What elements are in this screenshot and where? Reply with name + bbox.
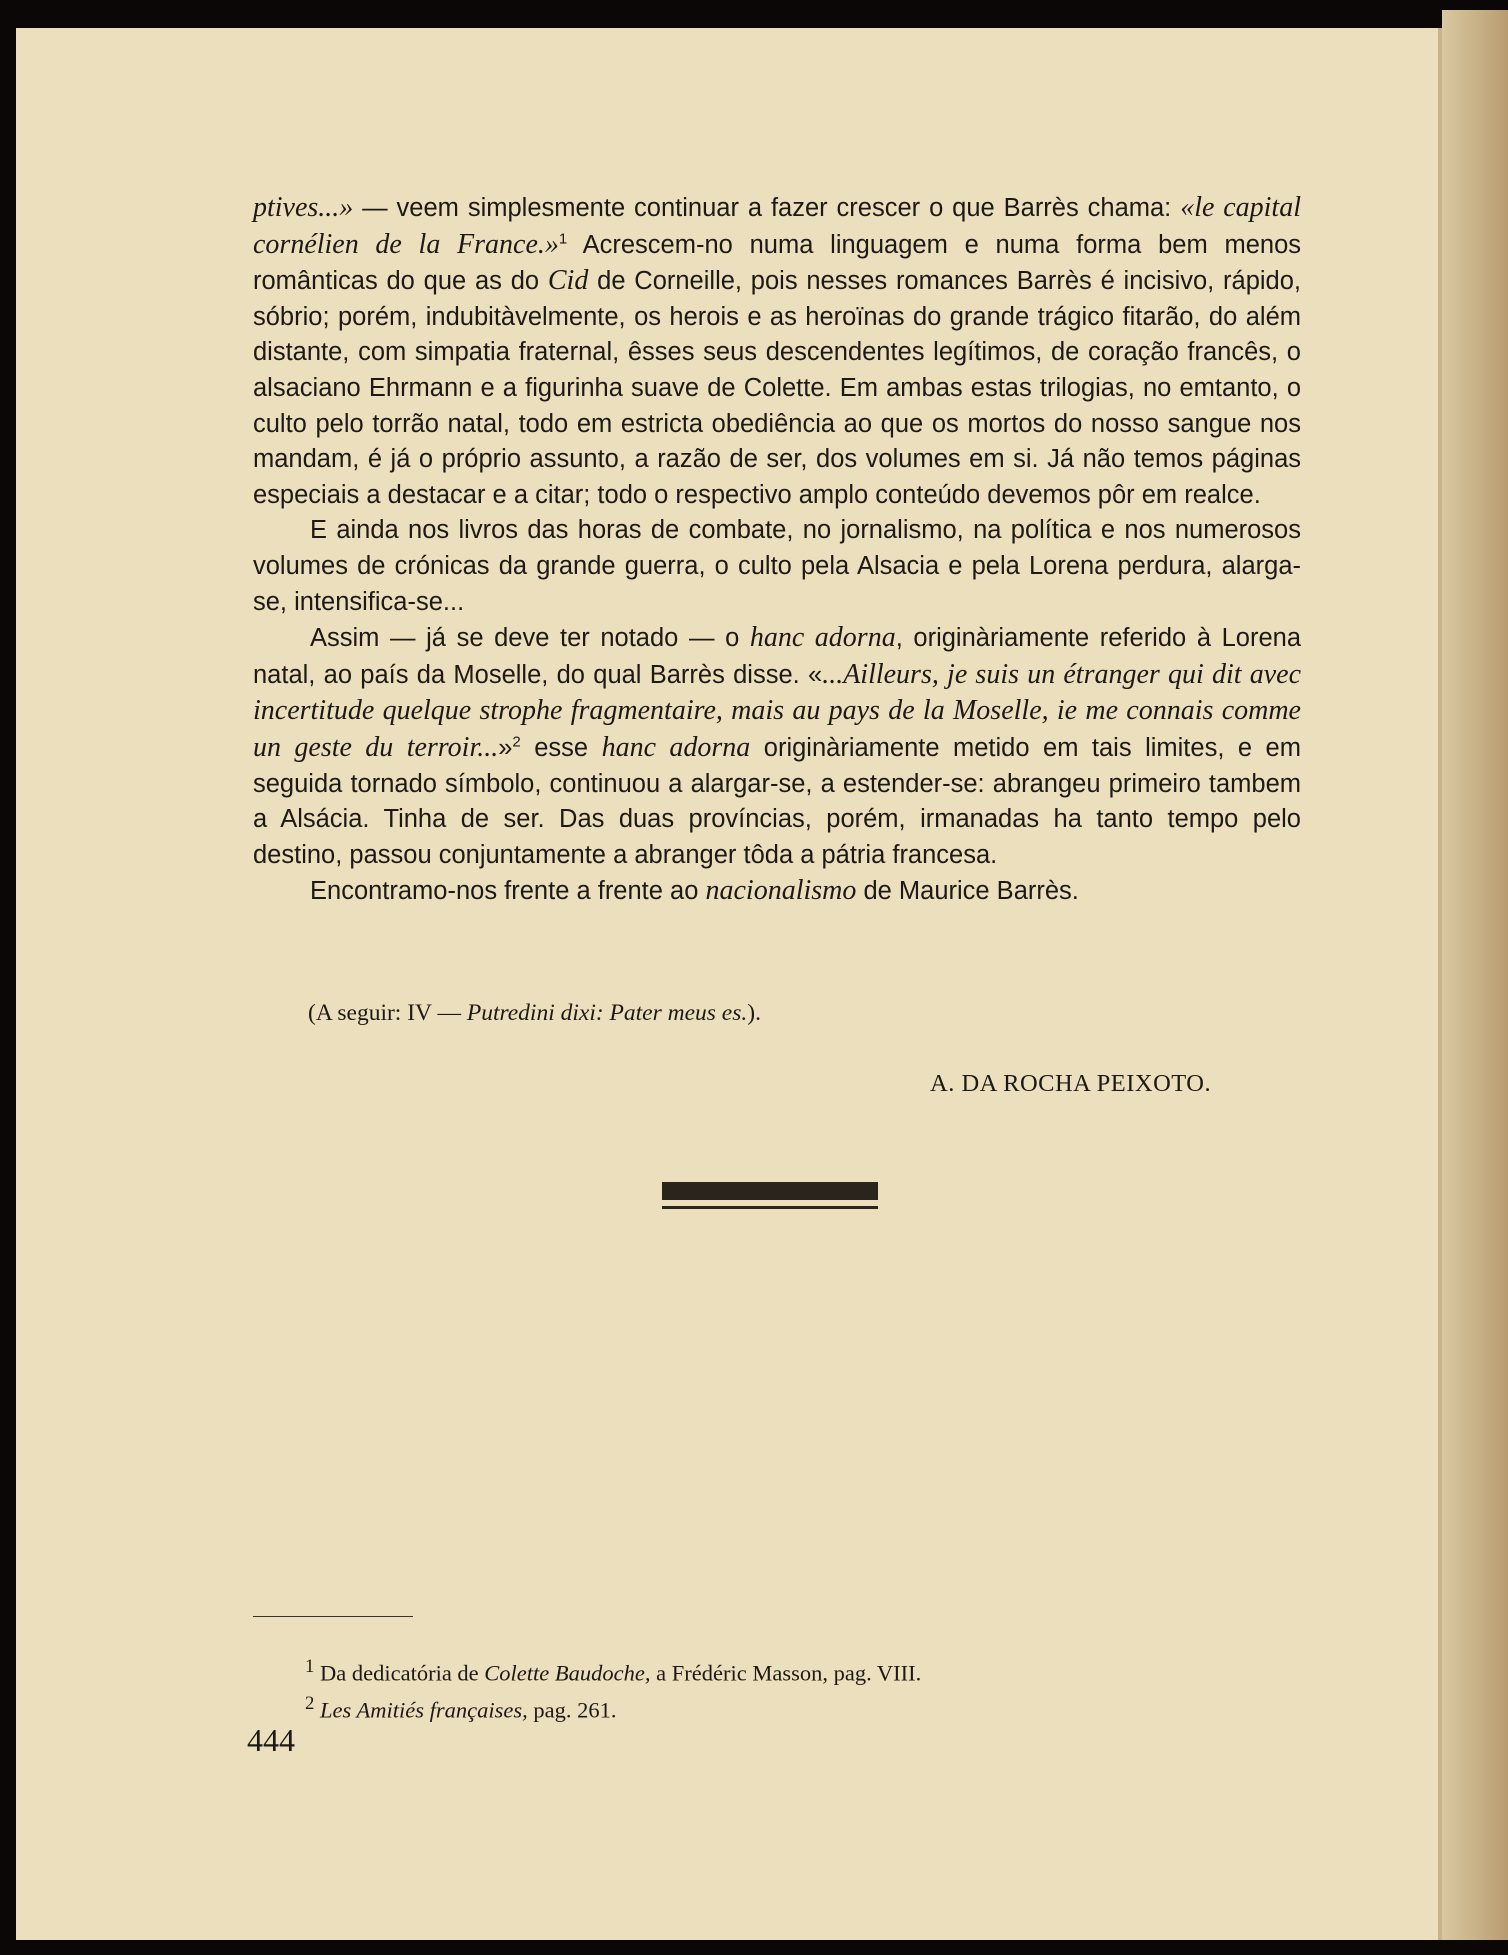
main-text [253, 190, 1301, 910]
author-signature: A. DA ROCHA PEIXOTO. [930, 1070, 1212, 1097]
continuation-note: (A seguir: IV — Putredini dixi: Pater meus es.). [308, 1000, 761, 1026]
footnotes [305, 1652, 921, 1725]
book-spine [1442, 10, 1508, 1940]
ornament-rule [662, 1206, 878, 1209]
paragraph-4: Encontramo-nos frente a frente ao nacionalismo de Maurice Barrès. [310, 875, 1079, 907]
footnote-rule [253, 1616, 413, 1617]
footnote-1: $^1$ Da dedicatória de Colette Baudoche, a Frédéric Masson, pag. VIII. [305, 1656, 922, 1686]
footnote-ref-2: 2 [512, 733, 521, 751]
paragraph-1: ptives...» — veem simplesmente continuar a fazer crescer o que Barrès chama: «le capital cornélien de la France.»$^1$ Acrescem-no numa linguagem e numa forma bem menos românticas do que as do Cid de Corneille, pois nesses romances Barrès é incisivo, rápido, sóbrio; porém, indubitàvelmente, os herois e as heroïnas do grande trágico fitarão, do além distante, com simpatia fraternal, êsses seus descendentes legítimos, de coração francês, o alsaciano Ehrmann e a figurinha suave de Colette. Em ambas estas trilogias, no emtanto, o culto pelo torrão natal, todo em estricta obediência ao que os mortos do nosso sangue nos mandam, é já o próprio assunto, a razão de ser, dos volumes em si. Já não temos páginas especiais a destacar e a citar; todo o respectivo amplo conteúdo devemos pôr em realce. [253, 192, 1302, 509]
footnote-2: $^2$ Les Amitiés françaises, pag. 261. [305, 1692, 617, 1722]
page-number: 444 [247, 1722, 295, 1758]
footnote-ref-1: 1 [558, 230, 568, 248]
ornament-bar [662, 1182, 878, 1200]
paragraph-2: E ainda nos livros das horas de combate, no jornalismo, na política e nos numerosos volumes de crónicas da grande guerra, o culto pela Alsacia e pela Lorena perdura, alarga-se, intensifica-se... [253, 516, 1301, 616]
paragraph-3: Assim — já se deve ter notado — o hanc adorna, originàriamente referido à Lorena natal, ao país da Moselle, do qual Barrès disse. «...Ailleurs, je suis un étranger qui dit avec incertitude quelque strophe fragmentaire, mais au pays de la Moselle, ie me connais comme un geste du terroir...»$^2$ esse hanc adorna originàriamente metido em tais limites, e em seguida tornado símbolo, continuou a alargar-se, a estender-se: abrangeu primeiro tambem a Alsácia. Tinha de ser. Das duas províncias, porém, irmanadas ha tanto tempo pelo destino, passou conjuntamente a abranger tôda a pátria francesa. [253, 622, 1302, 869]
